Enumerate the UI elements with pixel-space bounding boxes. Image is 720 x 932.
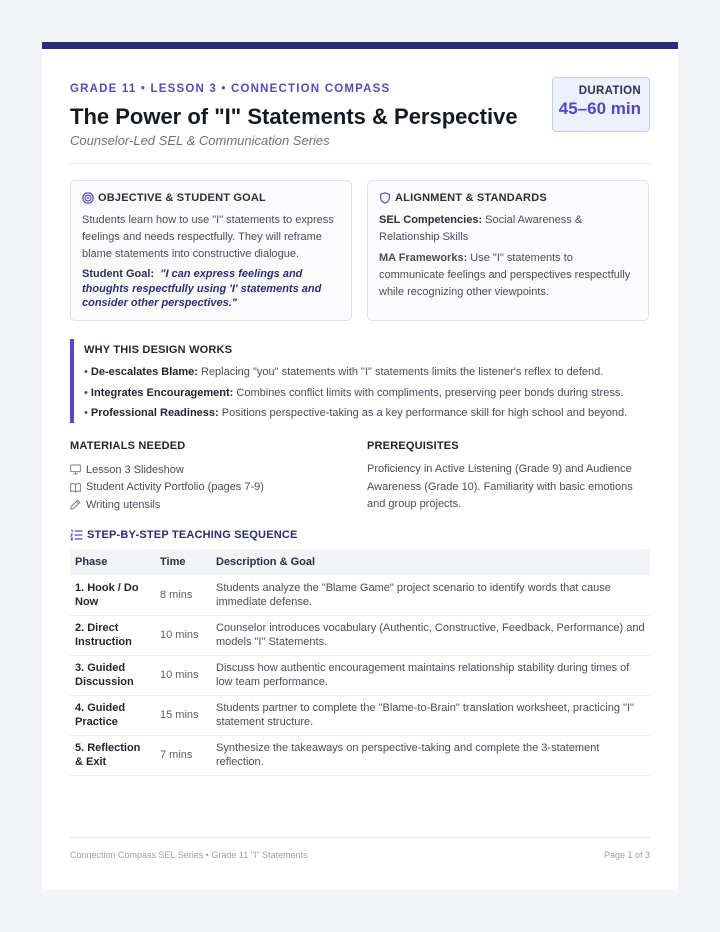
alignment-card — [367, 180, 649, 321]
why-design-works-callout — [70, 339, 650, 423]
sequence-heading-row — [70, 529, 298, 541]
lesson-eyebrow: GRADE 11 • LESSON 3 • CONNECTION COMPASS — [70, 83, 391, 95]
description-cell: Students analyze the "Blame Game" project scenario to identify words that cause immediate defense. — [211, 575, 650, 615]
sel-competencies — [379, 212, 637, 246]
student-goal-text: "I can express feelings and thoughts respectfully using 'I' statements and consider other perspectives." — [82, 268, 322, 309]
why-item: • De-escalates Blame: Replacing "you" statements with "I" statements limits the listener's reflex to defend. — [84, 366, 604, 378]
phase-cell: 3. Guided Discussion — [70, 655, 155, 695]
student-goal-label: Student Goal: — [82, 268, 155, 280]
header-divider — [70, 163, 650, 164]
time-cell: 8 mins — [155, 575, 211, 615]
duration-badge — [552, 77, 650, 132]
list-steps-icon — [70, 529, 83, 541]
why-item-text: Combines conflict limits with compliments, preserving peer bonds during stress. — [236, 386, 624, 399]
footer-divider — [70, 837, 650, 838]
column-header: Phase — [70, 549, 155, 575]
table-header-row — [70, 549, 650, 575]
time-cell: 15 mins — [155, 695, 211, 735]
book-icon — [70, 482, 81, 493]
objective-heading: OBJECTIVE & STUDENT GOAL — [98, 192, 266, 204]
why-item-label: Professional Readiness: — [90, 407, 219, 419]
column-header: Time — [155, 549, 211, 575]
page-subtitle: Counselor-Led SEL & Communication Series — [70, 133, 330, 148]
table-row — [70, 615, 650, 655]
table-row — [70, 695, 650, 735]
material-text: Student Activity Portfolio (pages 7-9) — [86, 481, 264, 494]
phase-cell: 1. Hook / Do Now — [70, 575, 155, 615]
sel-label: SEL Competencies: — [379, 214, 483, 226]
why-heading: WHY THIS DESIGN WORKS — [84, 344, 233, 356]
prerequisites-text: Proficiency in Active Listening (Grade 9) and Audience Awareness (Grade 10). Familiarity with basic emotions and group projects. — [367, 463, 633, 510]
time-cell: 10 mins — [155, 615, 211, 655]
monitor-icon — [70, 464, 81, 475]
alignment-heading: ALIGNMENT & STANDARDS — [395, 192, 547, 204]
duration-value: 45–60 min — [558, 99, 641, 118]
ma-label: MA Frameworks: — [379, 252, 468, 264]
prerequisites-section — [367, 440, 650, 514]
time-cell: 7 mins — [155, 735, 211, 775]
why-item-label: De-escalates Blame: — [90, 366, 198, 378]
description-cell: Students partner to complete the "Blame-to-Brain" translation worksheet, practicing "I" statement structure. — [211, 695, 650, 735]
materials-section — [70, 440, 350, 514]
student-goal — [82, 267, 340, 311]
why-item-text: Positions perspective-taking as a key performance skill for high school and beyond. — [221, 407, 628, 419]
time-cell: 10 mins — [155, 655, 211, 695]
footer-series: Connection Compass SEL Series • Grade 11 "I" Statements — [70, 850, 308, 860]
ma-frameworks — [379, 250, 637, 301]
description-cell: Discuss how authentic encouragement maintains relationship stability during times of low team performance. — [211, 655, 650, 695]
why-item-text: Replacing "you" statements with "I" statements limits the listener's reflex to defend. — [201, 366, 604, 378]
why-item-label: Integrates Encouragement: — [90, 386, 234, 399]
objective-heading-row — [82, 192, 340, 204]
prerequisites-heading: PREREQUISITES — [367, 440, 459, 452]
description-cell: Synthesize the takeaways on perspective-taking and complete the 3-statement reflection. — [211, 735, 650, 775]
material-text: Lesson 3 Slideshow — [86, 463, 184, 476]
why-item: • Integrates Encouragement: Combines conflict limits with compliments, preserving peer bonds during stress. — [84, 386, 624, 399]
target-icon — [82, 192, 94, 204]
phase-cell: 5. Reflection & Exit — [70, 735, 155, 775]
teaching-sequence-table — [70, 549, 650, 776]
page-title: The Power of "I" Statements & Perspective — [70, 104, 518, 129]
objective-card — [70, 180, 352, 321]
phase-cell: 4. Guided Practice — [70, 695, 155, 735]
shield-icon — [379, 192, 391, 204]
ma-text: Use "I" statements to communicate feelings and perspectives respectfully while recognizing other viewpoints. — [379, 252, 631, 298]
material-item — [70, 479, 350, 497]
phase-cell: 2. Direct Instruction — [70, 615, 155, 655]
material-item — [70, 461, 350, 479]
table-row — [70, 655, 650, 695]
objective-body: Students learn how to use "I" statements to express feelings and needs respectfully. They will reframe blame statements into constructive dialogue. — [82, 214, 334, 260]
alignment-heading-row — [379, 192, 637, 204]
page-number: Page 1 of 3 — [603, 850, 650, 860]
sequence-heading: STEP-BY-STEP TEACHING SEQUENCE — [87, 529, 298, 541]
table-row — [70, 575, 650, 615]
document-page — [42, 42, 678, 890]
description-cell: Counselor introduces vocabulary (Authentic, Constructive, Feedback, Performance) and models "I" Statements. — [211, 615, 650, 655]
duration-label: DURATION — [578, 85, 641, 97]
column-header: Description & Goal — [211, 549, 650, 575]
table-row — [70, 735, 650, 775]
pencil-icon — [70, 499, 81, 510]
materials-heading: MATERIALS NEEDED — [70, 440, 186, 452]
why-item: • Professional Readiness: Positions perspective-taking as a key performance skill for high school and beyond. — [84, 407, 628, 419]
material-text: Writing utensils — [86, 498, 161, 511]
material-item — [70, 496, 350, 514]
sel-text: Social Awareness & Relationship Skills — [379, 214, 583, 243]
